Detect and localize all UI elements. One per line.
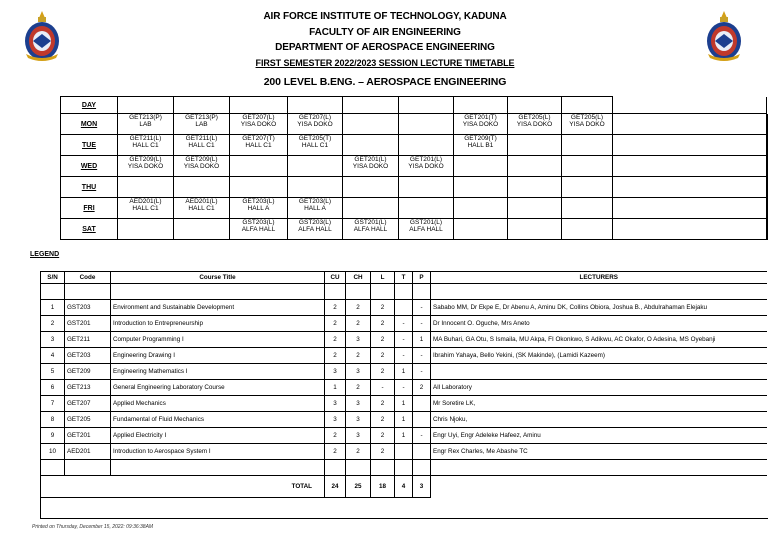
course-l: 2 <box>371 428 395 444</box>
course-lecturers: Ibrahim Yahaya, Bello Yekini, (SK Makinde), (Lamidi Kazeem) <box>431 348 767 364</box>
timetable-slot: GET213(P) LAB <box>118 114 174 135</box>
course-cu: 3 <box>325 396 346 412</box>
course-sn: 5 <box>41 364 65 380</box>
timetable-slot <box>508 156 562 177</box>
course-t: 1 <box>395 364 413 380</box>
course-sn: 8 <box>41 412 65 428</box>
course-t <box>395 300 413 316</box>
level-title: 200 LEVEL B.ENG. – AEROSPACE ENGINEERING <box>263 76 507 88</box>
timetable-slot: GET209(L) YISA DOKO <box>174 156 230 177</box>
timetable-slot <box>174 219 230 240</box>
timetable-slot <box>562 177 613 198</box>
timetable-slot: AED201(L) HALL C1 <box>174 198 230 219</box>
timetable-row-wed <box>61 156 768 177</box>
department-title: DEPARTMENT OF AEROSPACE ENGINEERING <box>275 42 495 53</box>
course-t: 1 <box>395 412 413 428</box>
course-code: GET209 <box>65 364 111 380</box>
course-ch: 2 <box>346 380 371 396</box>
course-sn: 10 <box>41 444 65 460</box>
course-cu: 2 <box>325 444 346 460</box>
timetable-slot <box>118 219 174 240</box>
course-t: 1 <box>395 428 413 444</box>
timetable-slot <box>613 114 767 135</box>
day-label: SAT <box>61 219 118 240</box>
course-sn: 7 <box>41 396 65 412</box>
course-p: 2 <box>413 380 431 396</box>
day-label: TUE <box>61 135 118 156</box>
timetable-slot <box>343 114 399 135</box>
timetable-slot <box>118 177 174 198</box>
timetable-row-mon <box>61 114 768 135</box>
course-total-row <box>41 476 767 498</box>
course-l: 2 <box>371 332 395 348</box>
timetable-slot: GET207(L) YISA DOKO <box>230 114 288 135</box>
timetable-slot: GET209(T) HALL B1 <box>454 135 508 156</box>
course-title: Engineering Mathematics I <box>111 364 325 380</box>
course-ch: 3 <box>346 396 371 412</box>
course-ch: 2 <box>346 444 371 460</box>
timetable-slot: AED201(L) HALL C1 <box>118 198 174 219</box>
timetable-slot <box>454 198 508 219</box>
course-cu: 2 <box>325 428 346 444</box>
course-cu: 2 <box>325 316 346 332</box>
course-table <box>40 271 767 498</box>
timetable-slot <box>230 177 288 198</box>
timetable-slot <box>399 135 454 156</box>
course-row <box>41 316 767 332</box>
course-sn: 3 <box>41 332 65 348</box>
timetable-slot: GET201(L) YISA DOKO <box>399 156 454 177</box>
timetable-row-tue <box>61 135 768 156</box>
course-spacer-row <box>41 284 767 300</box>
timetable-slot <box>613 135 767 156</box>
course-title: Introduction to Aerospace System I <box>111 444 325 460</box>
course-ch: 3 <box>346 412 371 428</box>
day-label: THU <box>61 177 118 198</box>
course-lecturers: Sababo MM, Dr Ekpe E, Dr Abenu A, Aminu DK, Collins Obiora, Joshua B., Abdulrahaman Elejaku <box>431 300 767 316</box>
course-l: - <box>371 380 395 396</box>
timetable-slot <box>508 135 562 156</box>
timetable-slot: GST201(L) ALFA HALL <box>343 219 399 240</box>
course-row <box>41 396 767 412</box>
total-t: 4 <box>395 476 413 498</box>
course-sn: 2 <box>41 316 65 332</box>
col-p: P <box>413 272 431 284</box>
col-lecturers: LECTURERS <box>431 272 767 284</box>
total-l: 18 <box>371 476 395 498</box>
col-sn: S/N <box>41 272 65 284</box>
course-title: Applied Mechanics <box>111 396 325 412</box>
total-ch: 25 <box>346 476 371 498</box>
timetable-slot <box>454 219 508 240</box>
timetable-slot: GET211(L) HALL C1 <box>118 135 174 156</box>
total-label: TOTAL <box>111 476 325 498</box>
course-title: Environment and Sustainable Development <box>111 300 325 316</box>
course-p <box>413 396 431 412</box>
course-l: 2 <box>371 444 395 460</box>
course-code: AED201 <box>65 444 111 460</box>
course-p: - <box>413 316 431 332</box>
course-t: 1 <box>395 396 413 412</box>
course-row <box>41 444 767 460</box>
timetable-slot <box>399 177 454 198</box>
day-label: FRI <box>61 198 118 219</box>
col-t: T <box>395 272 413 284</box>
air-force-crest-icon <box>20 10 64 62</box>
timetable-slot <box>288 156 343 177</box>
course-sn: 6 <box>41 380 65 396</box>
timetable-slot <box>562 135 613 156</box>
course-ch: 3 <box>346 428 371 444</box>
course-title: Introduction to Entrepreneurship <box>111 316 325 332</box>
course-ch: 2 <box>346 316 371 332</box>
course-sn: 9 <box>41 428 65 444</box>
course-row <box>41 332 767 348</box>
course-row <box>41 348 767 364</box>
institute-title: AIR FORCE INSTITUTE OF TECHNOLOGY, KADUNA <box>263 11 507 22</box>
course-code: GET207 <box>65 396 111 412</box>
timetable-slot <box>399 198 454 219</box>
timetable-slot <box>343 135 399 156</box>
course-l: 2 <box>371 396 395 412</box>
course-row <box>41 300 767 316</box>
course-title: General Engineering Laboratory Course <box>111 380 325 396</box>
col-code: Code <box>65 272 111 284</box>
timetable-slot <box>399 114 454 135</box>
timetable-slot: GST203(L) ALFA HALL <box>288 219 343 240</box>
timetable-slot <box>343 198 399 219</box>
timetable-slot <box>613 156 767 177</box>
timetable-slot <box>343 177 399 198</box>
timetable-slot <box>508 177 562 198</box>
course-row <box>41 412 767 428</box>
timetable-slot: GET207(L) YISA DOKO <box>288 114 343 135</box>
course-ch: 2 <box>346 300 371 316</box>
timetable-slot <box>562 198 613 219</box>
col-l: L <box>371 272 395 284</box>
course-lecturers <box>431 364 767 380</box>
timetable-slot <box>562 156 613 177</box>
day-header: DAY <box>61 97 118 114</box>
timetable-header-row <box>61 97 768 114</box>
course-title: Applied Electricity I <box>111 428 325 444</box>
course-p: - <box>413 348 431 364</box>
timetable-slot <box>613 177 767 198</box>
course-ch: 3 <box>346 332 371 348</box>
course-p: - <box>413 300 431 316</box>
course-row <box>41 380 767 396</box>
course-spacer-row <box>41 460 767 476</box>
timetable-title: FIRST SEMESTER 2022/2023 SESSION LECTURE TIMETABLE <box>255 58 515 68</box>
course-code: GET201 <box>65 428 111 444</box>
course-l: 2 <box>371 316 395 332</box>
timetable-slot: GET205(L) YISA DOKO <box>562 114 613 135</box>
course-l: 2 <box>371 412 395 428</box>
lecture-timetable <box>60 96 768 240</box>
timetable-slot: GST203(L) ALFA HALL <box>230 219 288 240</box>
course-title: Engineering Drawing I <box>111 348 325 364</box>
printed-timestamp: Printed on Thursday, December 15, 2022: 09:36:38AM <box>32 524 154 530</box>
course-lecturers: Mr Soretire LK, <box>431 396 767 412</box>
course-code: GET211 <box>65 332 111 348</box>
timetable-slot: GET201(T) YISA DOKO <box>454 114 508 135</box>
timetable-slot: GET203(L) HALL A <box>230 198 288 219</box>
timetable-row-thu <box>61 177 768 198</box>
course-code: GET213 <box>65 380 111 396</box>
timetable-slot <box>508 219 562 240</box>
day-label: WED <box>61 156 118 177</box>
day-label: MON <box>61 114 118 135</box>
col-ch: CH <box>346 272 371 284</box>
course-table-header <box>41 272 767 284</box>
course-row <box>41 428 767 444</box>
course-t: - <box>395 348 413 364</box>
timetable-slot: GET201(L) YISA DOKO <box>343 156 399 177</box>
timetable-slot: GET209(L) YISA DOKO <box>118 156 174 177</box>
course-lecturers: Dr Innocent O. Oguche, Mrs Aneto <box>431 316 767 332</box>
course-p: - <box>413 364 431 380</box>
legend-label: LEGEND <box>30 251 60 258</box>
timetable-slot <box>288 177 343 198</box>
timetable-slot <box>508 198 562 219</box>
timetable-slot: GET203(L) HALL A <box>288 198 343 219</box>
course-sn: 4 <box>41 348 65 364</box>
course-p: - <box>413 428 431 444</box>
course-t: - <box>395 380 413 396</box>
course-l: 2 <box>371 364 395 380</box>
timetable-slot: GET213(P) LAB <box>174 114 230 135</box>
total-cu: 24 <box>325 476 346 498</box>
course-title: Computer Programming I <box>111 332 325 348</box>
course-t: - <box>395 332 413 348</box>
course-cu: 2 <box>325 300 346 316</box>
course-cu: 3 <box>325 364 346 380</box>
course-row <box>41 364 767 380</box>
timetable-row-sat <box>61 219 768 240</box>
course-code: GST201 <box>65 316 111 332</box>
course-title: Fundamental of Fluid Mechanics <box>111 412 325 428</box>
total-p: 3 <box>413 476 431 498</box>
course-cu: 2 <box>325 332 346 348</box>
course-code: GET203 <box>65 348 111 364</box>
col-title: Course Title <box>111 272 325 284</box>
col-cu: CU <box>325 272 346 284</box>
course-code: GST203 <box>65 300 111 316</box>
timetable-row-fri <box>61 198 768 219</box>
course-lecturers: All Laboratory <box>431 380 767 396</box>
timetable-slot <box>562 219 613 240</box>
air-force-crest-icon <box>702 10 746 62</box>
timetable-slot: GST201(L) ALFA HALL <box>399 219 454 240</box>
course-sn: 1 <box>41 300 65 316</box>
course-code: GET205 <box>65 412 111 428</box>
course-t: - <box>395 316 413 332</box>
timetable-slot <box>174 177 230 198</box>
course-cu: 3 <box>325 412 346 428</box>
timetable-slot: GET211(L) HALL C1 <box>174 135 230 156</box>
course-p: 1 <box>413 332 431 348</box>
course-lecturers: Engr Uyi, Engr Adeleke Hafeez, Aminu <box>431 428 767 444</box>
timetable-slot: GET205(L) YISA DOKO <box>508 114 562 135</box>
course-l: 2 <box>371 300 395 316</box>
timetable-slot: GET207(T) HALL C1 <box>230 135 288 156</box>
course-cu: 1 <box>325 380 346 396</box>
course-ch: 2 <box>346 348 371 364</box>
course-t <box>395 444 413 460</box>
course-ch: 3 <box>346 364 371 380</box>
course-lecturers: Engr Rex Charles, Me Abashe TC <box>431 444 767 460</box>
course-p <box>413 444 431 460</box>
timetable-slot <box>613 198 767 219</box>
timetable-slot <box>613 219 767 240</box>
course-cu: 2 <box>325 348 346 364</box>
timetable-slot <box>454 156 508 177</box>
timetable-slot <box>230 156 288 177</box>
course-l: 2 <box>371 348 395 364</box>
timetable-slot: GET205(T) HALL C1 <box>288 135 343 156</box>
course-p <box>413 412 431 428</box>
course-lecturers: Chris Njoku, <box>431 412 767 428</box>
course-lecturers: MA Buhari, GA Otu, S Ismaila, MU Akpa, FI Okonkwo, S Adikwu, AC Okafor, O Adesina, MS Oyebanji <box>431 332 767 348</box>
timetable-slot <box>454 177 508 198</box>
faculty-title: FACULTY OF AIR ENGINEERING <box>309 27 461 38</box>
